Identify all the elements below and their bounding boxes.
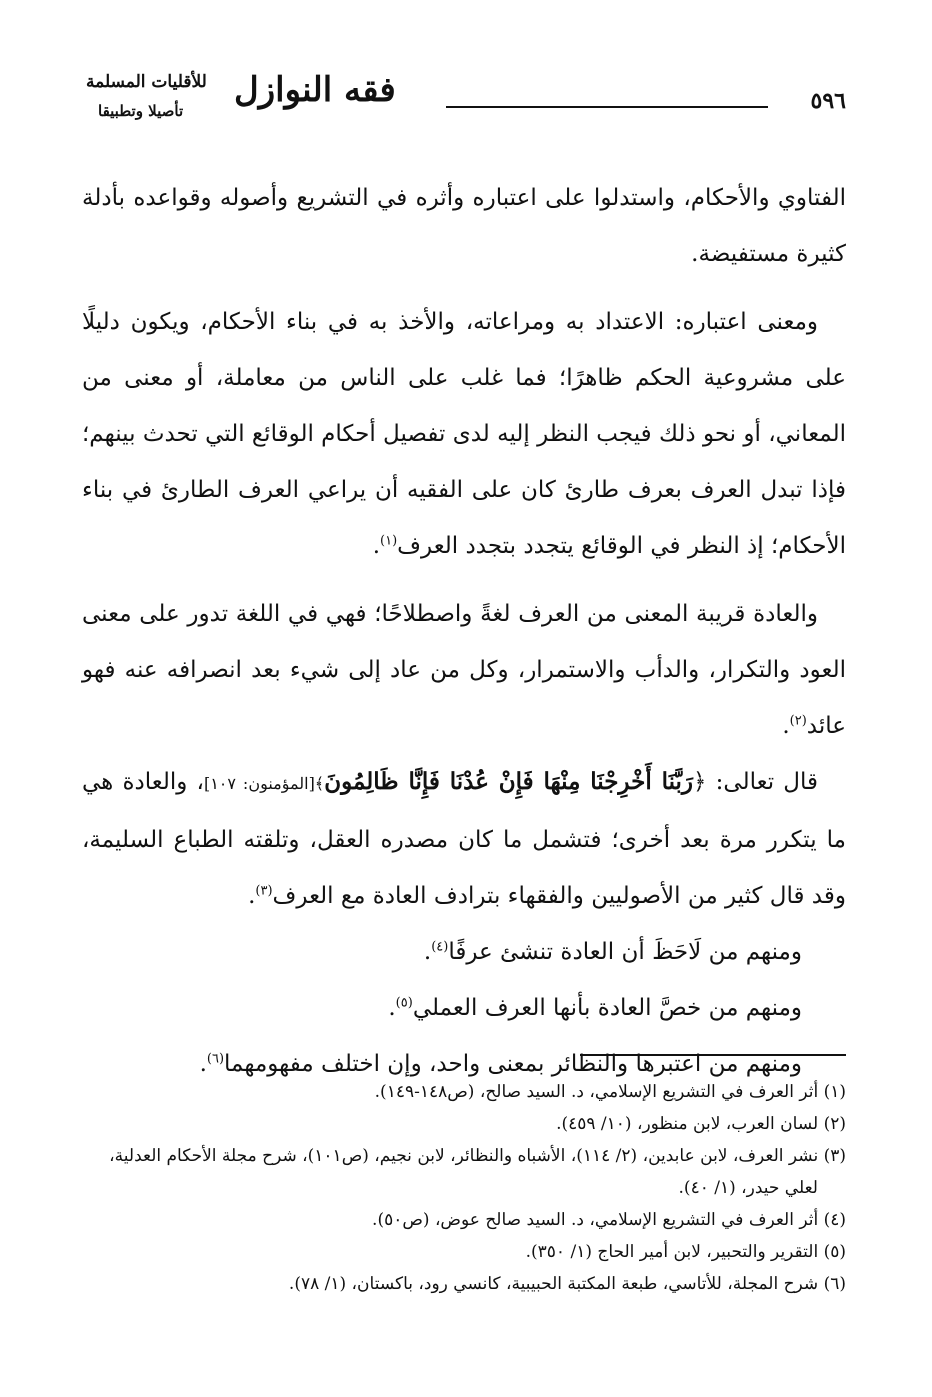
book-title: فقه النوازل	[234, 70, 396, 110]
paragraph-text: الفتاوي والأحكام، واستدلوا على اعتباره وأثره في التشريع وأصوله وقواعده بأدلة كثيرة مستفيضة.	[82, 185, 846, 267]
paragraph	[82, 170, 846, 282]
paragraph-text: ، والعادة هي ما يتكرر مرة بعد أخرى؛ فتشمل ما كان مصدره العقل، وتلقته الطباع السليمة، وقد قال كثير من الأصوليين والفقهاء بترادف العادة مع العرف	[82, 769, 846, 909]
paragraph: ومنهم من خصَّ العادة بأنها العرف العملي$^{(٥)}$.	[388, 995, 802, 1021]
footnote-ref-1[interactable]: (١)	[380, 533, 398, 549]
paragraph-text: ومنهم من اعتبرها والنظائر بمعنى واحد، وإن اختلف مفهومهما	[224, 1051, 802, 1077]
footnote-ref-6[interactable]: (٦)	[206, 1051, 225, 1067]
paragraph-text: والعادة قريبة المعنى من العرف لغةً واصطلاحًا؛ فهي في اللغة تدور على معنى العود والتكرار، والدأب والاستمرار، وكل من عاد إلى شيء بعد انصرافه عنه فهو عائد	[82, 601, 846, 739]
footnote-3: (٣) نشر العرف، لابن عابدين، (٢/ ١١٤)، الأشباه والنظائر، لابن نجيم، (ص١٠١)، شرح مجلة الأحكام العدلية، لعلي حيدر، (١/ ٤٠).	[109, 1146, 846, 1198]
paragraph: ومنهم من لَاحَظَ أن العادة تنشئ عرفًا$^{(٤)}$.	[423, 939, 802, 965]
book-title-logo	[86, 66, 436, 146]
footnote-ref-2[interactable]: (٢)	[789, 713, 807, 729]
footnote-ref-4[interactable]: (٤)	[431, 939, 449, 955]
paragraph: ومعنى اعتباره: الاعتداد به ومراعاته، والأخذ به في بناء الأحكام، ويكون دليلًا على مشروعية الحكم ظاهرًا؛ فما غلب على الناس من معاملة، أو معنى من المعاني، أو نحو ذلك فيجب النظر إليه لدى تفصيل أحكام الوقائع التي تحدث بينهم؛ فإذا تبدل العرف بعرف طارئ كان على الفقيه أن يراعي العرف الطارئ في بناء الأحكام؛ إذ النظر في الوقائع يتجدد بتجدد العرف$^{(١)}$.	[82, 309, 846, 559]
main-text	[82, 170, 846, 1092]
footnote-5: (٥) التقرير والتحبير، لابن أمير الحاج (١/ ٣٥٠).	[525, 1242, 846, 1262]
footnotes	[82, 1076, 846, 1300]
header-rule	[446, 106, 768, 108]
paragraph-text: ومعنى اعتباره: الاعتداد به ومراعاته، والأخذ به في بناء الأحكام، ويكون دليلًا على مشروعية الحكم ظاهرًا؛ فما غلب على الناس من معاملة، أو معنى من المعاني، أو نحو ذلك فيجب النظر إليه لدى تفصيل أحكام الوقائع التي تحدث بينهم؛ فإذا تبدل العرف بعرف طارئ كان على الفقيه أن يراعي العرف الطارئ في بناء الأحكام؛ إذ النظر في الوقائع يتجدد بتجدد العرف	[82, 309, 846, 559]
paragraph: ومنهم من اعتبرها والنظائر بمعنى واحد، وإن اختلف مفهومهما$^{(٦)}$.	[199, 1051, 802, 1077]
footnote-ref-5[interactable]: (٥)	[395, 995, 413, 1011]
paragraph-text: ومنهم من خصَّ العادة بأنها العرف العملي	[412, 995, 802, 1021]
footnote-2: (٢) لسان العرب، لابن منظور، (١٠/ ٤٥٩).	[556, 1114, 846, 1134]
book-tagline: تأصيلا وتطبيقا	[98, 102, 184, 120]
footnote-4: (٤) أثر العرف في التشريع الإسلامي، د. السيد صالح عوض، (ص٥٠).	[372, 1210, 846, 1230]
quran-verse: رَبَّنَا أَخْرِجْنَا مِنْهَا فَإِنْ عُدْنَا فَإِنَّا ظَالِمُونَ	[324, 768, 694, 795]
footnote-6: (٦) شرح المجلة، للأتاسي، طبعة المكتبة الحبيبية، كانسي رود، باكستان، (١/ ٧٨).	[288, 1274, 846, 1294]
running-header	[86, 66, 846, 146]
verse-reference: ﴾[المؤمنون: ١٠٧]	[203, 774, 325, 793]
page-number: ٥٩٦	[810, 88, 846, 114]
verse-intro: قال تعالى: ﴿	[693, 769, 818, 795]
footnote-ref-3[interactable]: (٣)	[255, 883, 273, 899]
paragraph: والعادة قريبة المعنى من العرف لغةً واصطلاحًا؛ فهي في اللغة تدور على معنى العود والتكرار، والدأب والاستمرار، وكل من عاد إلى شيء بعد انصرافه عنه فهو عائد$^{(٢)}$.	[82, 601, 846, 739]
book-subtitle: للأقليات المسلمة	[86, 72, 207, 92]
paragraph: قال تعالى: ﴿رَبَّنَا أَخْرِجْنَا مِنْهَا فَإِنْ عُدْنَا فَإِنَّا ظَالِمُونَ﴾[المؤمنون: ١٠٧]، والعادة هي ما يتكرر مرة بعد أخرى؛ فتشمل ما كان مصدره العقل، وتلقته الطباع السليمة، وقد قال كثير من الأصوليين والفقهاء بترادف العادة مع العرف$^{(٣)}$.	[82, 768, 846, 909]
footnote-1: (١) أثر العرف في التشريع الإسلامي، د. السيد صالح، (ص١٤٨-١٤٩).	[374, 1082, 846, 1102]
paragraph-text: ومنهم من لَاحَظَ أن العادة تنشئ عرفًا	[448, 939, 802, 965]
footnote-separator	[580, 1054, 846, 1056]
